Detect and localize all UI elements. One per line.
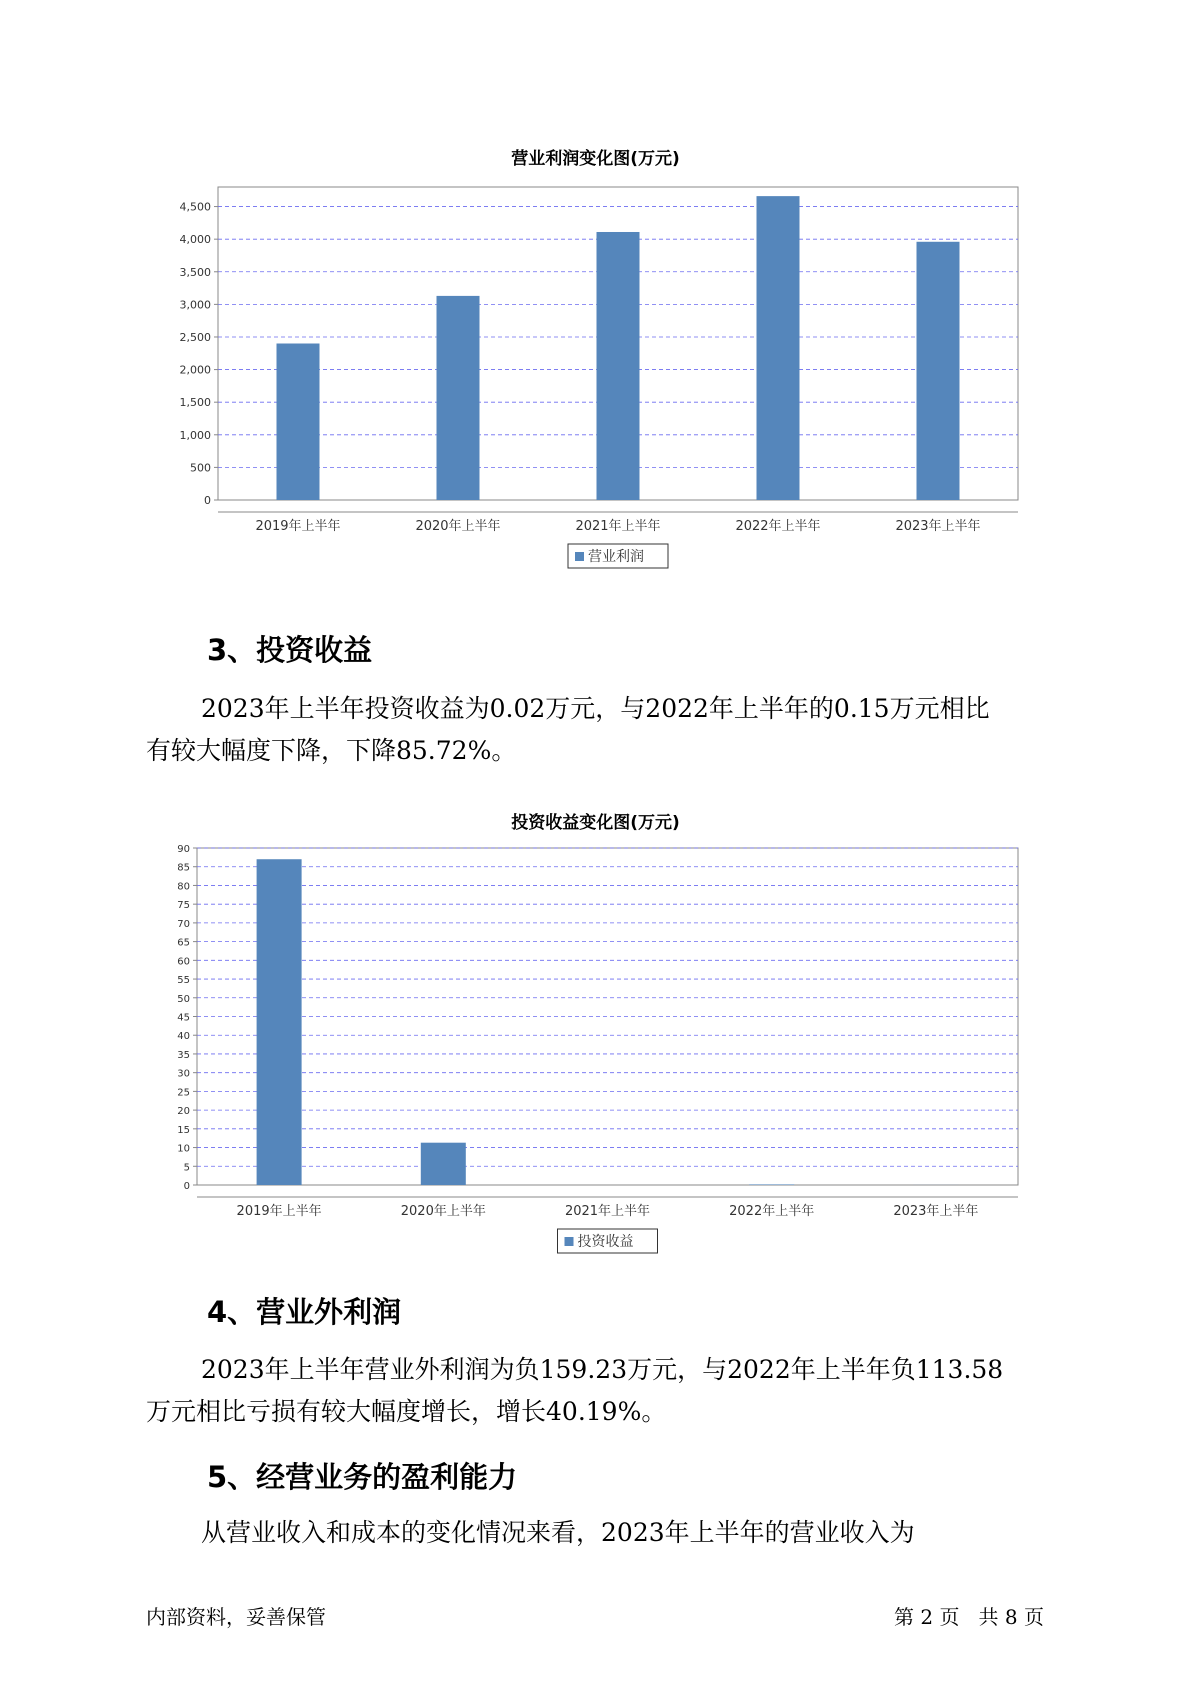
y-tick-label: 30 — [177, 1068, 190, 1080]
page-number: 第 2 页 共 8 页 — [894, 1605, 1044, 1629]
profit-chart — [150, 180, 1030, 600]
y-tick-label: 40 — [177, 1031, 190, 1043]
section-3-paragraph — [146, 688, 1056, 772]
y-tick-label: 2,500 — [179, 330, 211, 344]
y-tick-label: 1,000 — [179, 428, 211, 442]
paragraph-line: 万元相比亏损有较大幅度增长，增长40.19%。 — [146, 1397, 667, 1426]
bar — [749, 1184, 794, 1185]
y-tick-label: 3,500 — [179, 265, 211, 279]
plot-area — [197, 848, 1018, 1185]
section-4-heading: 4、营业外利润 — [207, 1295, 402, 1329]
legend-swatch — [575, 552, 584, 561]
bar — [437, 296, 480, 500]
bar — [757, 196, 800, 500]
y-tick-label: 65 — [177, 937, 190, 949]
y-tick-label: 5 — [183, 1162, 190, 1174]
x-tick-label: 2021年上半年 — [564, 1204, 651, 1219]
bar — [421, 1143, 466, 1185]
bar — [277, 344, 320, 501]
y-tick-label: 0 — [183, 1181, 190, 1192]
bar — [597, 232, 640, 500]
bar — [917, 242, 960, 500]
invest-chart — [150, 840, 1030, 1260]
y-tick-label: 80 — [177, 881, 190, 893]
bar — [257, 859, 302, 1185]
section-5-heading: 5、经营业务的盈利能力 — [207, 1460, 518, 1494]
paragraph-line: 2023年上半年营业外利润为负159.23万元，与2022年上半年负113.58 — [201, 1355, 1004, 1384]
y-tick-label: 500 — [190, 461, 211, 475]
invest-chart-title: 投资收益变化图(万元) — [511, 813, 680, 833]
x-tick-label: 2020年上半年 — [400, 1204, 486, 1219]
y-tick-label: 3,000 — [179, 298, 211, 312]
legend-label: 营业利润 — [588, 549, 644, 565]
y-tick-label: 85 — [177, 862, 190, 874]
y-tick-label: 0 — [204, 494, 211, 507]
y-tick-label: 4,000 — [179, 233, 211, 247]
y-tick-label: 15 — [177, 1124, 190, 1136]
paragraph-line: 有较大幅度下降，下降85.72%。 — [146, 736, 517, 765]
y-tick-label: 60 — [177, 956, 190, 968]
paragraph-line: 2023年上半年投资收益为0.02万元，与2022年上半年的0.15万元相比 — [201, 694, 990, 723]
y-tick-label: 1,500 — [179, 396, 211, 410]
y-tick-label: 20 — [177, 1106, 190, 1118]
y-tick-label: 55 — [177, 975, 190, 987]
y-tick-label: 10 — [177, 1143, 190, 1155]
y-tick-label: 75 — [177, 900, 190, 912]
x-tick-label: 2023年上半年 — [893, 1204, 979, 1219]
paragraph-line: 从营业收入和成本的变化情况来看，2023年上半年的营业收入为 — [201, 1518, 915, 1547]
x-tick-label: 2019年上半年 — [255, 519, 341, 534]
x-tick-label: 2021年上半年 — [575, 519, 661, 534]
section-5-paragraph — [146, 1512, 1056, 1554]
x-tick-label: 2022年上半年 — [729, 1204, 815, 1219]
x-tick-label: 2019年上半年 — [236, 1204, 322, 1219]
x-tick-label: 2022年上半年 — [735, 519, 821, 534]
y-tick-label: 50 — [177, 993, 190, 1005]
footer-left: 内部资料，妥善保管 — [146, 1605, 326, 1629]
profit-chart-title: 营业利润变化图(万元) — [511, 149, 680, 169]
x-tick-label: 2023年上半年 — [895, 519, 981, 534]
y-tick-label: 45 — [177, 1012, 190, 1024]
y-tick-label: 90 — [177, 844, 190, 855]
y-tick-label: 2,000 — [179, 363, 211, 377]
y-tick-label: 70 — [177, 918, 190, 930]
section-3-heading: 3、投资收益 — [207, 633, 373, 667]
y-tick-label: 35 — [177, 1049, 190, 1061]
x-tick-label: 2020年上半年 — [415, 519, 501, 534]
y-tick-label: 25 — [177, 1087, 190, 1099]
legend-swatch — [565, 1237, 574, 1246]
y-tick-label: 4,500 — [179, 200, 211, 214]
legend-label: 投资收益 — [577, 1234, 634, 1250]
section-4-paragraph — [146, 1349, 1056, 1433]
